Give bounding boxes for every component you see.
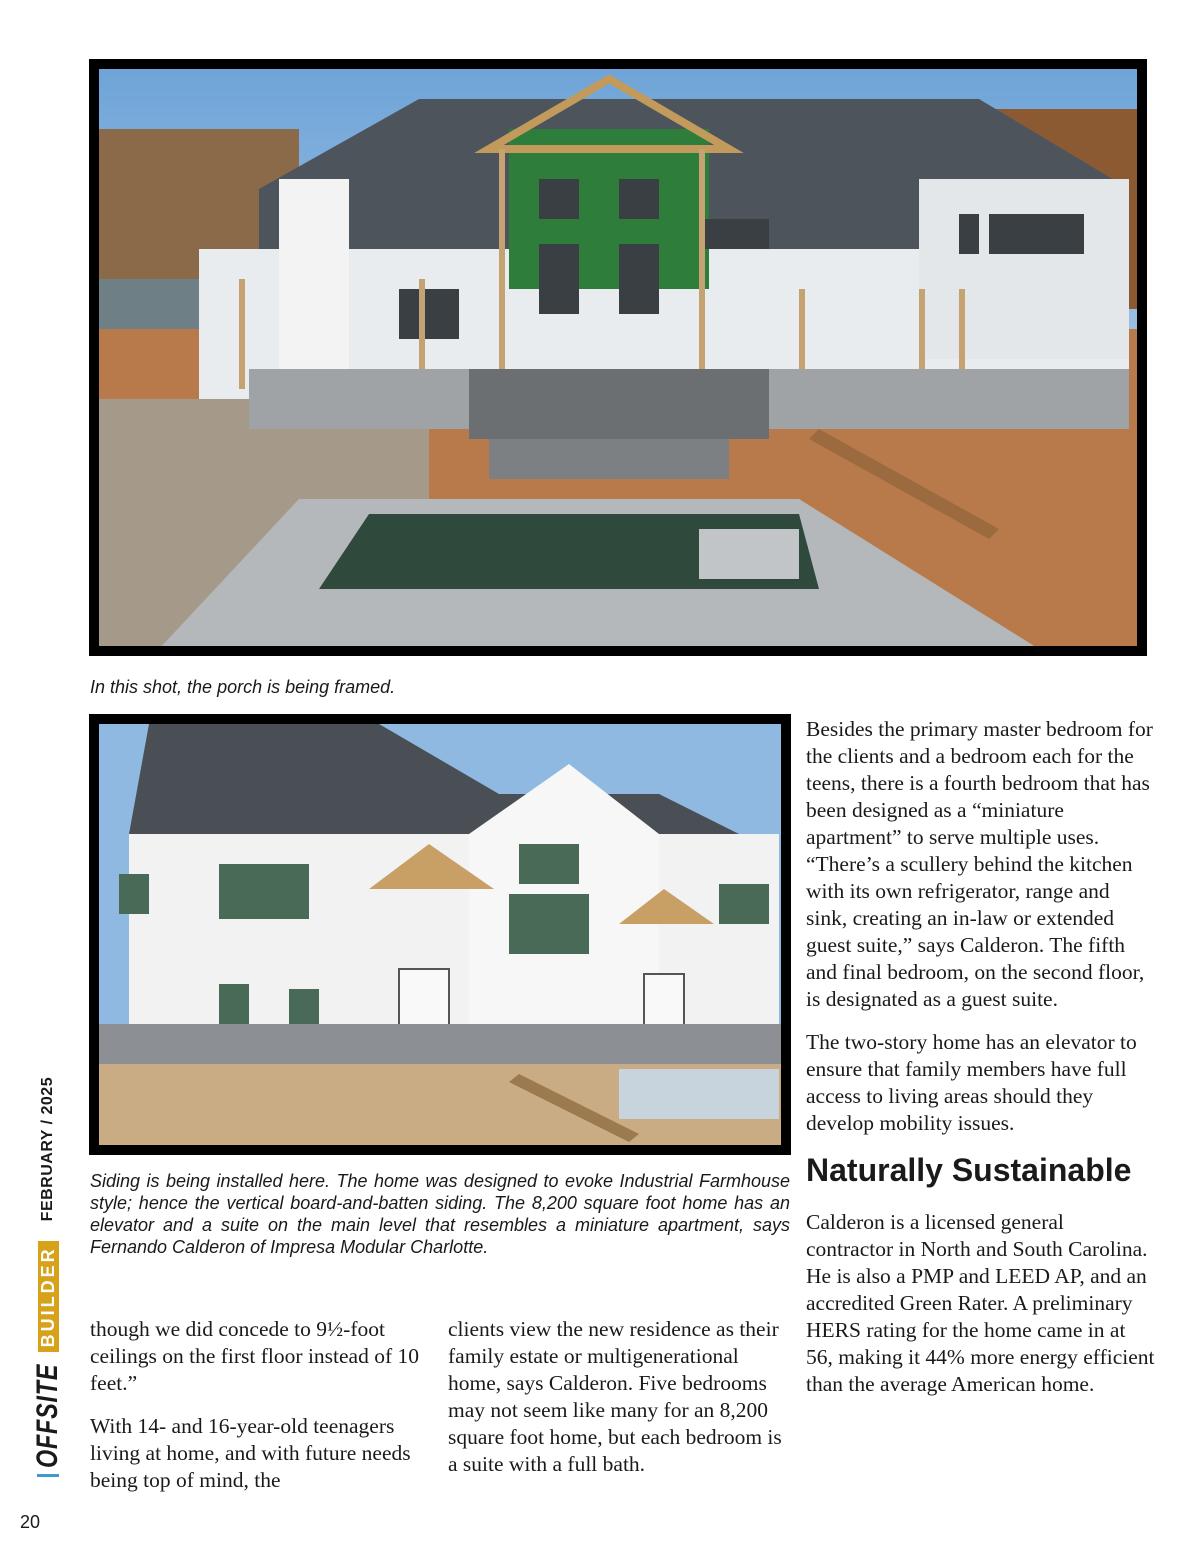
section-heading: Naturally Sustainable: [806, 1152, 1132, 1188]
paragraph: The two-story home has an elevator to ensure that family members have full access to living areas should they develop mobility issues.: [806, 1030, 1137, 1135]
article-column-middle: [448, 1316, 793, 1494]
paragraph: With 14- and 16-year-old teenagers living at home, and with future needs being top of mind, the: [90, 1414, 411, 1492]
paragraph: though we did concede to 9½-foot ceilings on the first floor instead of 10 feet.”: [90, 1317, 419, 1395]
photo-caption-porch: In this shot, the porch is being framed.: [90, 677, 396, 697]
paragraph: clients view the new residence as their family estate or multigenerational home, says Calderon. Five bedrooms may not seem like many for an 8,200 square foot home, but each bedroom is a suite with a full bath.: [448, 1317, 782, 1476]
photo-caption-siding: Siding is being installed here. The home was designed to evoke Industrial Farmhouse style; hence the vertical board-and-batten siding. The 8,200 square foot home has an elevator and a suite on the main level that resembles a miniature apartment, says Fernando Calderon of Impresa Modular Charlotte.: [90, 1171, 790, 1257]
article-column-right: [806, 716, 1156, 1414]
paragraph: Calderon is a licensed general contractor in North and South Carolina. He is also a PMP and LEED AP, and an accredited Green Rater. A preliminary HERS rating for the home came in at 56, making it 44% more energy efficient than the average American home.: [806, 1210, 1155, 1396]
brand-logo-builder: BUILDER: [38, 1241, 59, 1352]
house-aerial-image: [99, 69, 1137, 646]
photo-siding-installation: [89, 714, 791, 1155]
issue-date: FEBRUARY / 2025: [39, 1076, 56, 1222]
photo-porch-framing: [89, 59, 1147, 656]
magazine-sidebar: [12, 1076, 64, 1495]
brand-logo-offsite: OFFSITE: [31, 1363, 64, 1468]
paragraph: Besides the primary master bedroom for the clients and a bedroom each for the teens, there is a fourth bedroom that has been designed as a “miniature apartment” to serve multiple uses. “There’s a scullery behind the kitchen with its own refrigerator, range and sink, creating an in-law or extended guest suite,” says Calderon. The fifth and final bedroom, on the second floor, is designated as a guest suite.: [806, 717, 1153, 1011]
brand-accent-bar: [37, 1474, 59, 1477]
page-number: 20: [20, 1512, 41, 1532]
house-siding-image: [99, 724, 781, 1145]
article-column-left: [90, 1316, 435, 1510]
